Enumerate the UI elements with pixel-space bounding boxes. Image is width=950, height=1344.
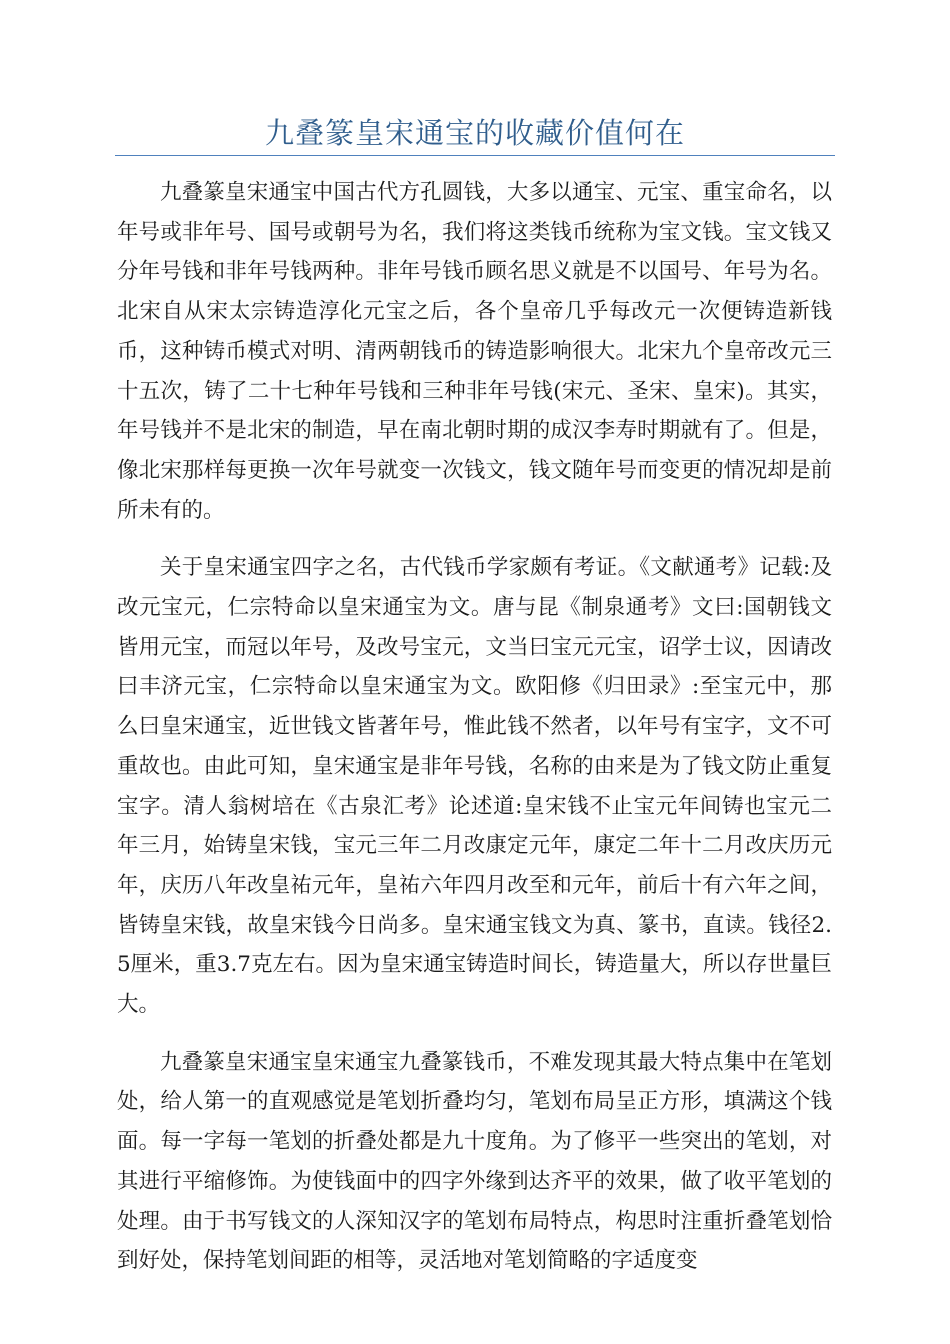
paragraph-2: 关于皇宋通宝四字之名，古代钱币学家颇有考证。《文献通考》记载:及改元宝元，仁宗特命以皇宋通宝为文。唐与昆《制泉通考》文曰:国朝钱文皆用元宝，而冠以年号，及改号宝元，文当曰宝元元宝，诏学士议，因请改曰丰济元宝，仁宗特命以皇宋通宝为文。欧阳修《归田录》:至宝元中，那么曰皇宋通宝，近世钱文皆著年号，惟此钱不然者，以年号有宝字，文不可重故也。由此可知，皇宋通宝是非年号钱，名称的由来是为了钱文防止重复宝字。清人翁树培在《古泉汇考》论述道:皇宋钱不止宝元年间铸也宝元二年三月，始铸皇宋钱，宝元三年二月改康定元年，康定二年十二月改庆历元年，庆历八年改皇祐元年，皇祐六年四月改至和元年，前后十有六年之间，皆铸皇宋钱，故皇宋钱今日尚多。皇宋通宝钱文为真、篆书，直读。钱径2.5厘米，重3.7克左右。因为皇宋通宝铸造时间长，铸造量大，所以存世量巨大。 [117,555,832,1018]
paragraph-3: 九叠篆皇宋通宝皇宋通宝九叠篆钱币，不难发现其最大特点集中在笔划处，给人第一的直观感觉是笔划折叠均匀，笔划布局呈正方形，填满这个钱面。每一字每一笔划的折叠处都是九十度角。为了修平一些突出的笔划，对其进行平缩修饰。为使钱面中的四字外缘到达齐平的效果，做了收平笔划的处理。由于书写钱文的人深知汉字的笔划布局特点，构思时注重折叠笔划恰到好处，保持笔划间距的相等，灵活地对笔划简略的字适度变 [117,1049,832,1274]
document-title: 九叠篆皇宋通宝的收藏价值何在 [264,116,685,150]
paragraph-1: 九叠篆皇宋通宝中国古代方孔圆钱，大多以通宝、元宝、重宝命名，以年号或非年号、国号或朝号为名，我们将这类钱币统称为宝文钱。宝文钱又分年号钱和非年号钱两种。非年号钱币顾名思义就是不以国号、年号为名。北宋自从宋太宗铸造淳化元宝之后，各个皇帝几乎每改元一次便铸造新钱币，这种铸币模式对明、清两朝钱币的铸造影响很大。北宋九个皇帝改元三十五次，铸了二十七种年号钱和三种非年号钱(宋元、圣宋、皇宋)。其实，年号钱并不是北宋的制造，早在南北朝时期的成汉李寿时期就有了。但是，像北宋那样每更换一次年号就变一次钱文，钱文随年号而变更的情况却是前所未有的。 [117,180,832,523]
document-body [117,173,832,1299]
title-underline [115,155,835,156]
